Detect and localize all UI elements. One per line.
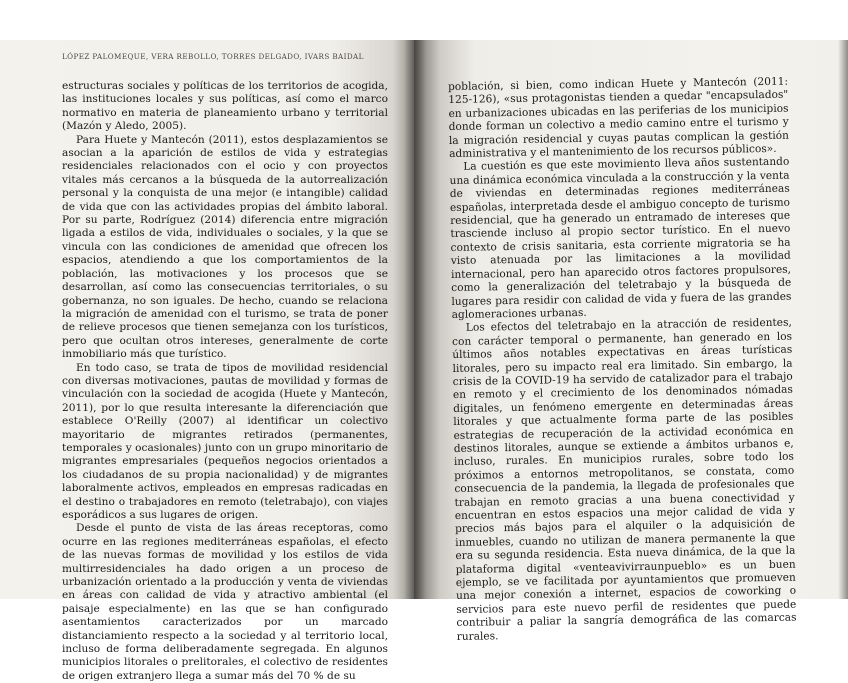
page-edge-shadow (838, 40, 848, 599)
paragraph: La cuestión es que este movimiento lleva años sustentando una dinámica económica vinculada a la construcción y la venta de viviendas en determinadas regiones mediterráneas españolas, interpretada desde el ambiguo concepto de turismo residencial, que ha generado un entramado de intereses que trasciende incluso al propio sector turístico. En el nuevo contexto de crisis sanitaria, esta corriente migratoria se ha visto atenuada por las limitaciones a la movilidad internacional, pero han aparecido otros factores propulsores, como la generalización del teletrabajo y la búsqueda de lugares para residir con calidad de vida y fuera de las grandes aglomeraciones urbanas. (449, 156, 792, 321)
book-gutter (404, 40, 426, 599)
paragraph: Para Huete y Mantecón (2011), estos desplazamientos se asocian a la aparición de estilos de vida y estrategias residenciales relacionados con el ocio y con proyectos vitales más cercanos a la búsqueda de la autorrealización personal y la conquista de una mejor (e intangible) calidad de vida que con las actividades propias del ámbito laboral. Por su parte, Rodríguez (2014) diferencia entre migración ligada a estilos de vida, individuales o sociales, y la que se vincula con las condiciones de amenidad que ofrecen los espacios, atendiendo a que los comportamientos de la población, las motivaciones y los procesos que se desarrollan, así como las consecuencias territoriales, o su gobernanza, no son iguales. De hecho, cuando se relaciona la migración de amenidad con el turismo, se trata de poner de relieve procesos que tienen semejanza con los turísticos, pero que ocultan otros intereses, generalmente de corte inmobiliario más que turístico. (62, 133, 388, 361)
paragraph: población, si bien, como indican Huete y Mantecón (2011: 125-126), «sus protagonistas tienden a quedar "encapsulados" en urbanizaciones ubicadas en las periferias de los municipios donde forman un colectivo a medio camino entre el turismo y la migración residencial y cuyas pautas complican la gestión administrativa y el mantenimiento de los recursos públicos». (448, 75, 789, 161)
right-page-text (448, 76, 797, 644)
book-spread (0, 40, 848, 682)
paragraph: estructuras sociales y políticas de los territorios de acogida, las instituciones locales y sus políticas, así como el marco normativo en materia de planeamiento urbano y territorial (Mazón y Aledo, 2005). (62, 80, 388, 133)
paragraph: En todo caso, se trata de tipos de movilidad residencial con diversas motivaciones, pautas de movilidad y formas de vinculación con la sociedad de acogida (Huete y Mantecón, 2011), por lo que resulta interesante la diferenciación que establece O'Reilly (2007) al identificar un colectivo mayoritario de migrantes retirados (permanentes, temporales y ocasionales) junto con un grupo minoritario de migrantes empresariales (pequeños negocios orientados a los ciudadanos de su propia nacionalidad) y de migrantes laboralmente activos, empleados en empresas radicadas en el destino o trabajadores en remoto (teletrabajo), con viajes esporádicos a sus lugares de origen. (62, 361, 388, 521)
left-page-text (62, 80, 388, 683)
left-page (0, 40, 414, 682)
paragraph: Desde el punto de vista de las áreas receptoras, como ocurre en las regiones mediterráneas españolas, el efecto de las nuevas formas de movilidad y los estilos de vida multirresidenciales ha dado origen a un proceso de urbanización orientado a la producción y venta de viviendas en áreas con calidad de vida y atractivo ambiental (el paisaje especialmente) en las que se han configurado asentamientos caracterizados por un marcado distanciamiento respecto a la sociedad y al territorio local, incluso de forma deliberadamente segregada. En algunos municipios litorales o prelitorales, el colectivo de residentes de origen extranjero llega a sumar más del 70 % de su (62, 522, 388, 682)
running-head: LÓPEZ PALOMEQUE, VERA REBOLLO, TORRES DELGADO, IVARS BAIDAL (62, 52, 364, 61)
right-page (414, 40, 848, 643)
paragraph: Los efectos del teletrabajo en la atracción de residentes, con carácter temporal o permanente, han generado en los últimos años notables expectativas en áreas turísticas litorales, pero su impacto real era limitado. Sin embargo, la crisis de la COVID-19 ha servido de catalizador para el trabajo en remoto y el crecimiento de los denominados nómadas digitales, un fenómeno emergente en determinadas áreas litorales y que actualmente forma parte de las posibles estrategias de recuperación de la actividad económica en destinos litorales, aunque se extiende a ámbitos urbanos e, incluso, rurales. En municipios rurales, sobre todo los próximos a entornos metropolitanos, se constata, como consecuencia de la pandemia, la llegada de profesionales que trabajan en remoto gracias a una buena conectividad y encuentran en estos espacios una mejor calidad de vida y precios más bajos para el alquiler o la adquisición de inmuebles, cuando no utilizan de manera permanente la que era su segunda residencia. Esta nueva dinámica, de la que la plataforma digital «venteavivirraunpueblo» es un buen ejemplo, se ve facilitada por ayuntamientos que promueven una mejor conexión a internet, espacios de coworking o servicios para este nuevo perfil de residentes que puede contribuir a paliar la sangría demográfica de las comarcas rurales. (452, 316, 797, 643)
